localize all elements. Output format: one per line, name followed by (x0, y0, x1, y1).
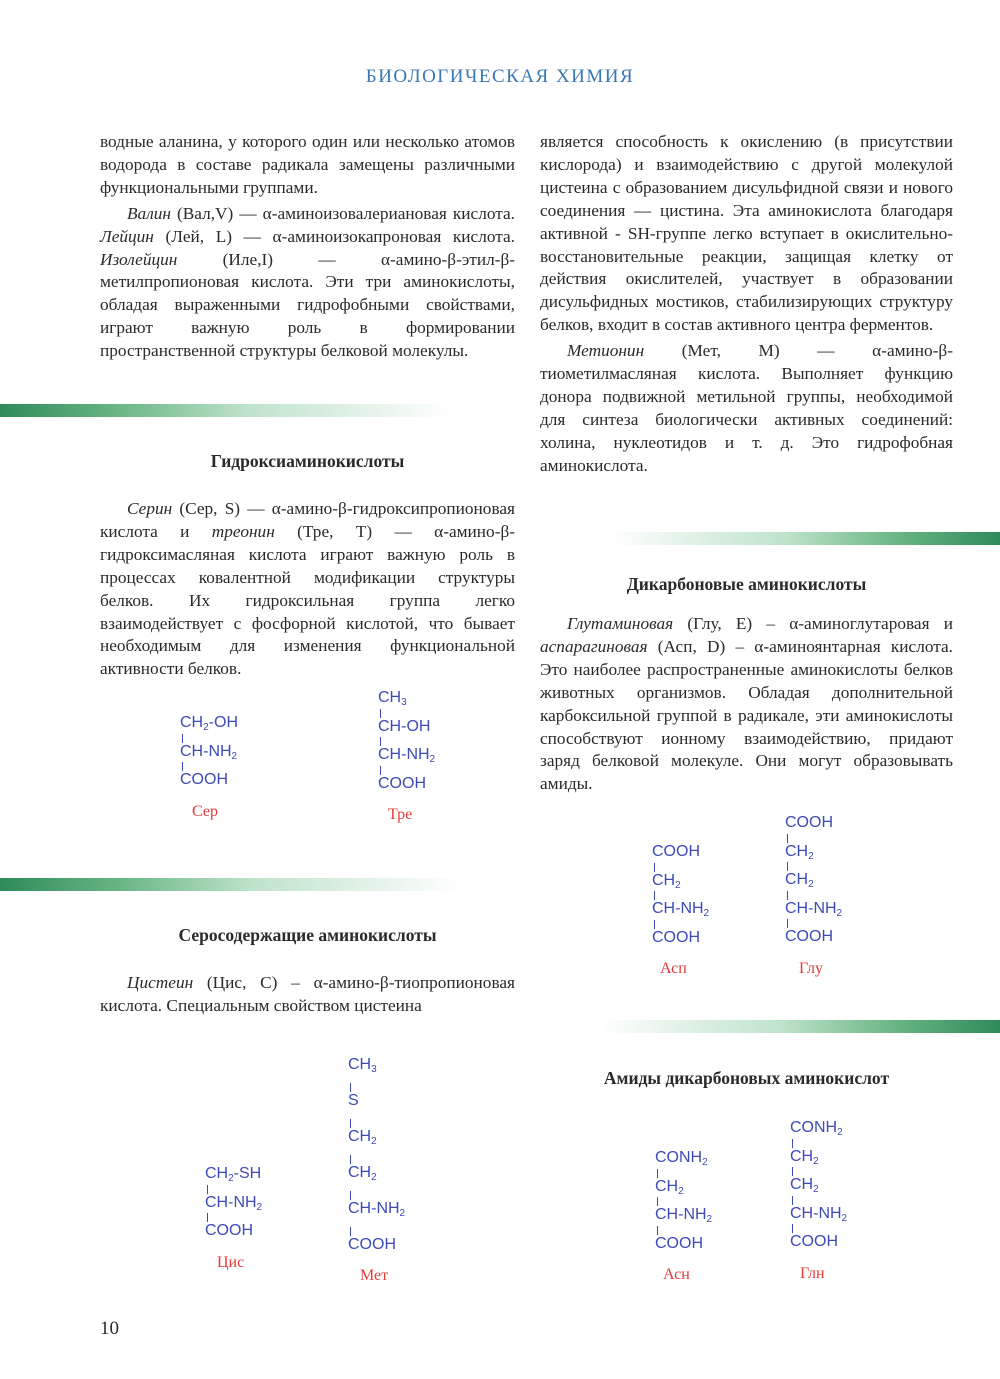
methionine-formula: $CH_3$ S $CH_2$ $CH_2$ $CH-NH_2$ COOH Мет (348, 1056, 406, 1284)
cysteine-paragraph: Цистеин (Цис, С) – α-амино-β-тиопропионовая кислота. Специальным свойством цистеина (100, 973, 515, 1015)
intro-paragraph: водные аланина, у которого один или несколько атомов водорода в составе радикала замещены различными функциональными группами. (100, 132, 515, 197)
cysteine-continuation: является способность к окислению (в присутствии кислорода) и взаимодействию с другой молекулой цистеина с образованием дисульфидной связи и нового соединения — цистина. Эта аминокислота благодаря активной - SH-группе легко вступает в окислительно-восстановительные реакции, защищая клетку от действия окислителей, участвует в образовании дисульфидных мостиков, стабилизирующих структуру белков, входит в состав активного центра ферментов. (540, 132, 953, 335)
amides-heading: Амиды дикарбоновых аминокислот (603, 1068, 890, 1088)
section-divider (600, 1020, 1000, 1033)
methionine-label: Мет (360, 1267, 389, 1284)
isoleucine-term: Изолейцин (100, 249, 178, 269)
section-divider (0, 878, 460, 891)
section-divider (0, 404, 450, 417)
methionine-term: Метионин (567, 341, 645, 361)
page-number: 10 (100, 1318, 119, 1339)
right-column-top (540, 131, 953, 481)
glutamine-formula: $CONH_2$ $CH_2$ $CH_2$ $CH-NH_2$ COOH Глн (790, 1119, 848, 1282)
asparagine-formula: $CONH_2$ $CH_2$ $CH-NH_2$ COOH Асн (655, 1149, 713, 1283)
section-divider (610, 532, 1000, 545)
running-header: БИОЛОГИЧЕСКАЯ ХИМИЯ (365, 66, 635, 87)
sulfur-heading: Серосодержащие аминокислоты (178, 925, 437, 945)
asparagine-label: Асн (663, 1266, 690, 1283)
threonine-label: Тре (388, 806, 413, 823)
hydroxy-heading: Гидроксиаминокислоты (210, 451, 405, 471)
valine-term: Валин (127, 203, 171, 223)
serine-term: Серин (127, 499, 173, 518)
cysteine-term: Цистеин (127, 973, 194, 992)
glutamine-label: Глн (800, 1264, 825, 1282)
hydroxy-section (100, 498, 515, 684)
cysteine-formula: $CH_2-SH$ $CH-NH_2$ COOH Цис (205, 1165, 263, 1271)
methionine-paragraph: Метионин (Мет, М) — α-амино-β-тиометилмасляная кислота. Выполняет функцию донора подвижной метильной группы, необходимой для синтеза биологически активных соединений: холина, нуклеотидов и т. д. Это гидрофобная аминокислота. (540, 341, 953, 475)
threonine-term: треонин (211, 521, 275, 541)
aspartate-formula: COOH $CH_2$ $CH-NH_2$ COOH Асп (652, 843, 710, 977)
left-column-top (100, 131, 515, 366)
glutamic-term: Глутаминовая (567, 614, 674, 633)
serine-formula: $CH_2-OH$ $CH-NH_2$ COOH Сер (180, 714, 238, 820)
serine-label: Сер (192, 802, 218, 820)
cysteine-label: Цис (217, 1253, 245, 1271)
valine-paragraph: Валин (Вал,V) — α-аминоизовалериановая кислота. Лейцин (Лей, L) — α-аминоизокапроновая кислота. Изолейцин (Иле,I) — α-амино-β-этил-β-метилпропионовая кислота. Эти три аминокислоты, обладая выраженными гидрофобными свойствами, играют важную роль в формировании пространственной структуры белковой молекулы. (100, 203, 515, 361)
serine-paragraph: Серин (Сер, S) — α-амино-β-гидроксипропионовая кислота и треонин (Тре, Т) — α-амино-β-гидроксимасляная кислота играют важную роль в процессах ковалентной модификации структуры белков. Их гидроксильная группа легко взаимодействует с фосфорной кислотой, что бывает необходимым для изменения функциональной активности белков. (100, 499, 515, 679)
glutamic-paragraph: Глутаминовая (Глу, Е) – α-аминоглутаровая и аспарагиновая (Асп, D) – α-аминоянтарная кислота. Это наиболее распространенные аминокислоты белков животных организмов. Обладая дополнительной карбоксильной группой в радикале, эти аминокислоты способствуют ионному взаимодействию, придают заряд белковой молекуле. Они могут образовывать амиды. (540, 614, 953, 794)
aspartic-term: аспарагиновая (540, 636, 648, 656)
threonine-formula: $CH_3$ CH-OH $CH-NH_2$ COOH Тре (378, 689, 436, 823)
glutamate-formula: COOH $CH_2$ $CH_2$ $CH-NH_2$ COOH Глу (785, 814, 843, 977)
leucine-term: Лейцин (100, 226, 154, 246)
dicarboxylic-heading: Дикарбоновые аминокислоты (626, 574, 867, 594)
aspartate-label: Асп (660, 960, 687, 977)
dicarboxylic-section (540, 613, 953, 799)
glutamate-label: Глу (799, 959, 824, 977)
sulfur-section (100, 972, 515, 1021)
